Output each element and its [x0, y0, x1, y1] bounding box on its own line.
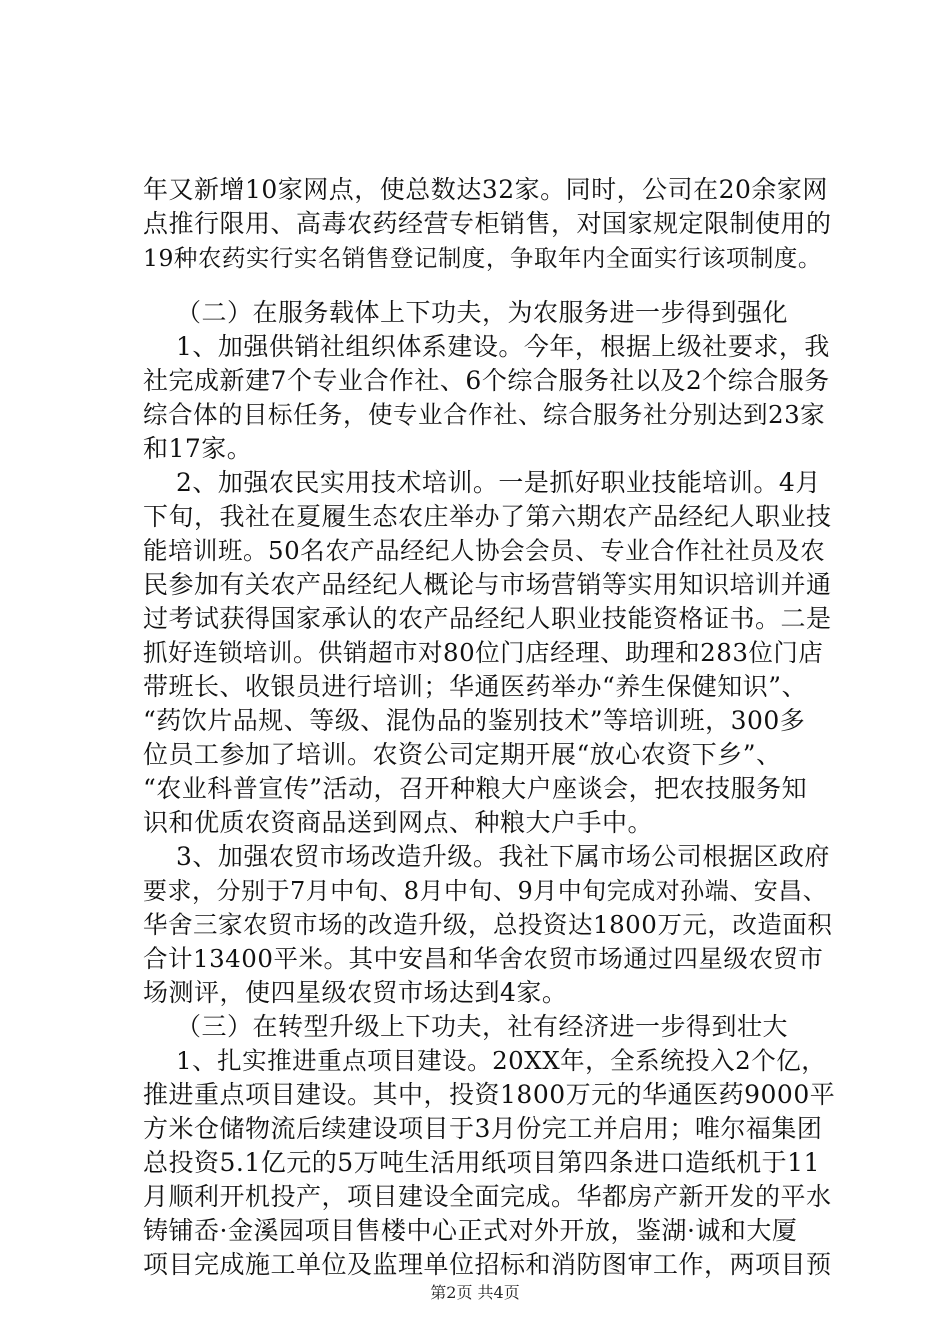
text-line: 1、加强供销社组织体系建设。今年，根据上级社要求，我 [176, 332, 830, 361]
text-line: 铸铺岙·金溪园项目售楼中心正式对外开放，鉴湖·诚和大厦 [143, 1216, 798, 1245]
text-line: 年又新增10家网点，使总数达32家。同时，公司在20余家网 [143, 175, 828, 204]
text-line: 过考试获得国家承认的农产品经纪人职业技能资格证书。二是 [143, 604, 832, 633]
text-line: 19种农药实行实名销售登记制度，争取年内全面实行该项制度。 [143, 244, 822, 272]
text-line: 总投资5.1亿元的5万吨生活用纸项目第四条进口造纸机于11 [143, 1148, 820, 1177]
section-heading: （二）在服务载体上下功夫，为农服务进一步得到强化 [176, 298, 789, 327]
page-number: 第2页 共4页 [430, 1283, 520, 1302]
text-line: 方米仓储物流后续建设项目于3月份完工并启用；唯尔福集团 [143, 1114, 823, 1143]
text-line: 能培训班。50名农产品经纪人协会会员、专业合作社社员及农 [143, 536, 826, 565]
text-line: 综合体的目标任务，使专业合作社、综合服务社分别达到23家 [143, 400, 826, 429]
text-line: 位员工参加了培训。农资公司定期开展“放心农资下乡”、 [143, 740, 782, 769]
text-line: 月顺利开机投产，项目建设全面完成。华都房产新开发的平水 [143, 1182, 832, 1211]
section-heading: （三）在转型升级上下功夫，社有经济进一步得到壮大 [176, 1012, 789, 1041]
text-line: 华舍三家农贸市场的改造升级，总投资达1800万元，改造面积 [143, 910, 833, 939]
text-line: 民参加有关农产品经纪人概论与市场营销等实用知识培训并通 [143, 570, 832, 599]
text-line: 场测评，使四星级农贸市场达到4家。 [143, 978, 568, 1007]
text-line: 项目完成施工单位及监理单位招标和消防图审工作，两项目预 [143, 1250, 832, 1279]
text-line: 和17家。 [143, 434, 253, 463]
text-line: 带班长、收银员进行培训；华通医药举办“养生保健知识”、 [143, 672, 808, 701]
text-line: 3、加强农贸市场改造升级。我社下属市场公司根据区政府 [176, 842, 830, 871]
text-line: 合计13400平米。其中安昌和华舍农贸市场通过四星级农贸市 [143, 944, 824, 973]
text-line: 识和优质农资商品送到网点、种粮大户手中。 [143, 808, 654, 837]
text-line: 要求，分别于7月中旬、8月中旬、9月中旬完成对孙端、安昌、 [143, 877, 828, 905]
text-line: “农业科普宣传”活动，召开种粮大户座谈会，把农技服务知 [143, 774, 808, 803]
text-line: 1、扎实推进重点项目建设。20XX年，全系统投入2个亿， [176, 1046, 827, 1075]
text-line: 下旬，我社在夏履生态农庄举办了第六期农产品经纪人职业技 [143, 502, 832, 531]
text-line: 点推行限用、高毒农药经营专柜销售，对国家规定限制使用的 [143, 209, 832, 238]
text-line: 社完成新建7个专业合作社、6个综合服务社以及2个综合服务 [143, 366, 830, 395]
text-line: 抓好连锁培训。供销超市对80位门店经理、助理和283位门店 [143, 638, 824, 667]
text-line: 2、加强农民实用技术培训。一是抓好职业技能培训。4月 [176, 468, 821, 497]
text-line: “药饮片品规、等级、混伪品的鉴别技术”等培训班，300多 [143, 706, 806, 735]
text-line: 推进重点项目建设。其中，投资1800万元的华通医药9000平 [143, 1080, 836, 1109]
